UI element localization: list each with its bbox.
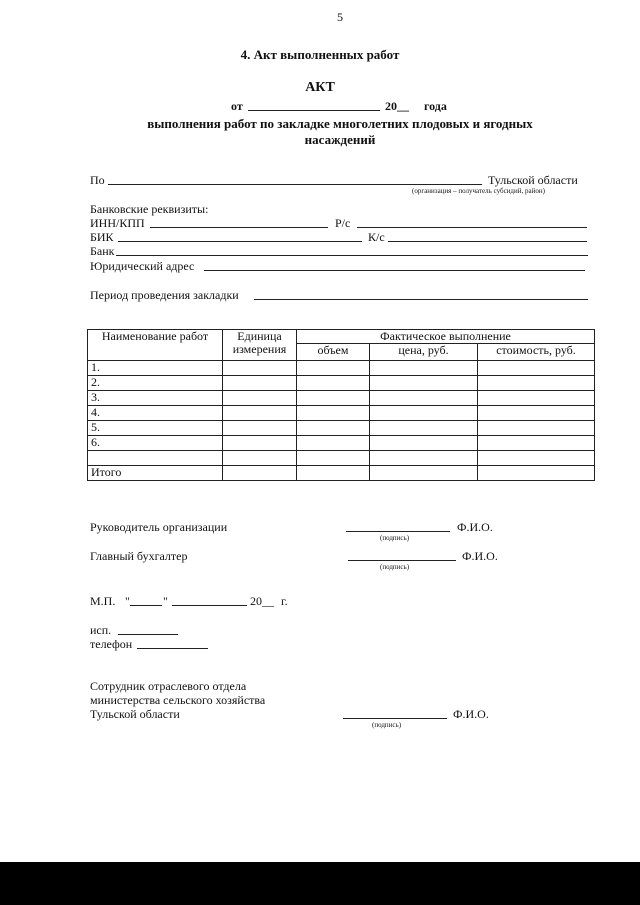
table-cell[interactable] xyxy=(478,451,595,466)
mp-quote-open: " xyxy=(125,594,130,608)
ks-label: К/с xyxy=(368,230,385,244)
act-subject-line1: выполнения работ по закладке многолетних плодовых и ягодных xyxy=(147,116,533,131)
table-cell[interactable] xyxy=(370,436,478,451)
legal-address-label: Юридический адрес xyxy=(90,259,195,273)
employee-signature-line[interactable] xyxy=(343,718,447,719)
employee-fio: Ф.И.О. xyxy=(453,707,489,721)
table-cell[interactable] xyxy=(478,466,595,481)
inn-kpp-label: ИНН/КПП xyxy=(90,216,145,230)
mp-quote-close: " xyxy=(163,594,168,608)
period-label: Период проведения закладки xyxy=(90,288,239,302)
employee-line1: Сотрудник отраслевого отдела xyxy=(90,679,247,693)
table-cell[interactable] xyxy=(370,361,478,376)
accountant-sign-hint: (подпись) xyxy=(380,563,410,571)
bank-details-label: Банковские реквизиты: xyxy=(90,202,209,216)
act-year-prefix: 20__ xyxy=(385,99,409,113)
organization-hint: (организация – получатель субсидий, район) xyxy=(412,187,545,195)
table-cell[interactable] xyxy=(478,376,595,391)
bank-label: Банк xyxy=(90,244,115,258)
table-cell[interactable] xyxy=(297,436,370,451)
table-row xyxy=(88,376,595,391)
table-cell[interactable] xyxy=(223,421,297,436)
po-label: По xyxy=(90,173,105,187)
row-number: 1. xyxy=(88,361,223,376)
bik-label: БИК xyxy=(90,230,114,244)
mp-year: 20__ xyxy=(250,594,274,608)
ks-line[interactable] xyxy=(388,241,587,242)
rs-line[interactable] xyxy=(357,227,587,228)
total-row xyxy=(88,466,595,481)
organization-line[interactable] xyxy=(108,184,482,185)
row-number: 6. xyxy=(88,436,223,451)
executor-label: исп. xyxy=(90,623,112,637)
table-cell[interactable] xyxy=(223,406,297,421)
row-number xyxy=(88,451,223,466)
col-unit-header: Единица измерения xyxy=(223,330,297,361)
table-cell[interactable] xyxy=(297,421,370,436)
table-row xyxy=(88,406,595,421)
table-cell[interactable] xyxy=(223,376,297,391)
table-cell[interactable] xyxy=(478,361,595,376)
table-row xyxy=(88,451,595,466)
table-cell[interactable] xyxy=(370,391,478,406)
table-row xyxy=(88,361,595,376)
col-cost-header: стоимость, руб. xyxy=(478,344,595,361)
po-suffix: Тульской области xyxy=(488,173,578,187)
accountant-fio: Ф.И.О. xyxy=(462,549,498,563)
rs-label: Р/с xyxy=(335,216,351,230)
bank-line[interactable] xyxy=(116,255,588,256)
section-title: 4. Акт выполненных работ xyxy=(240,47,400,62)
period-line[interactable] xyxy=(254,299,588,300)
accountant-label: Главный бухгалтер xyxy=(90,549,188,563)
scan-border xyxy=(0,862,640,905)
mp-label: М.П. xyxy=(90,594,116,608)
mp-month-line[interactable] xyxy=(172,605,247,606)
phone-line[interactable] xyxy=(137,648,208,649)
head-label: Руководитель организации xyxy=(90,520,228,534)
accountant-signature-line[interactable] xyxy=(348,560,456,561)
table-cell[interactable] xyxy=(370,466,478,481)
table-cell[interactable] xyxy=(223,451,297,466)
employee-sign-hint: (подпись) xyxy=(372,721,402,729)
executor-line[interactable] xyxy=(118,634,178,635)
table-cell[interactable] xyxy=(370,451,478,466)
act-date-line[interactable] xyxy=(248,110,380,111)
table-row xyxy=(88,421,595,436)
works-table xyxy=(87,329,595,481)
table-cell[interactable] xyxy=(478,436,595,451)
head-sign-hint: (подпись) xyxy=(380,534,410,542)
employee-line2: министерства сельского хозяйства xyxy=(90,693,266,707)
row-number: 5. xyxy=(88,421,223,436)
head-fio: Ф.И.О. xyxy=(457,520,493,534)
table-row xyxy=(88,436,595,451)
act-from-suffix: года xyxy=(424,99,447,113)
row-number: 2. xyxy=(88,376,223,391)
table-cell[interactable] xyxy=(223,436,297,451)
table-cell[interactable] xyxy=(370,376,478,391)
table-cell[interactable] xyxy=(478,421,595,436)
table-cell[interactable] xyxy=(370,421,478,436)
table-cell[interactable] xyxy=(297,376,370,391)
phone-label: телефон xyxy=(90,637,133,651)
total-label: Итого xyxy=(88,466,223,481)
col-price-header: цена, руб. xyxy=(370,344,478,361)
bik-line[interactable] xyxy=(118,241,362,242)
col-actual-header: Фактическое выполнение xyxy=(297,330,595,344)
employee-line3: Тульской области xyxy=(90,707,180,721)
row-number: 4. xyxy=(88,406,223,421)
col-name-header: Наименование работ xyxy=(88,330,223,361)
table-cell[interactable] xyxy=(297,361,370,376)
act-from-label: от xyxy=(231,99,243,113)
inn-kpp-line[interactable] xyxy=(150,227,328,228)
table-cell[interactable] xyxy=(478,391,595,406)
table-cell[interactable] xyxy=(478,406,595,421)
mp-day-line[interactable] xyxy=(130,605,162,606)
col-volume-header: объем xyxy=(297,344,370,361)
head-signature-line[interactable] xyxy=(346,531,450,532)
table-cell[interactable] xyxy=(223,466,297,481)
table-cell[interactable] xyxy=(297,451,370,466)
act-title: АКТ xyxy=(305,80,335,95)
table-cell[interactable] xyxy=(297,466,370,481)
act-subject-line2: насаждений xyxy=(304,132,376,147)
table-cell[interactable] xyxy=(370,406,478,421)
page-number: 5 xyxy=(337,10,343,24)
table-cell[interactable] xyxy=(223,361,297,376)
table-row xyxy=(88,391,595,406)
table-cell[interactable] xyxy=(297,391,370,406)
table-cell[interactable] xyxy=(297,406,370,421)
table-cell[interactable] xyxy=(223,391,297,406)
mp-year-suffix: г. xyxy=(281,594,288,608)
row-number: 3. xyxy=(88,391,223,406)
legal-address-line[interactable] xyxy=(204,270,585,271)
